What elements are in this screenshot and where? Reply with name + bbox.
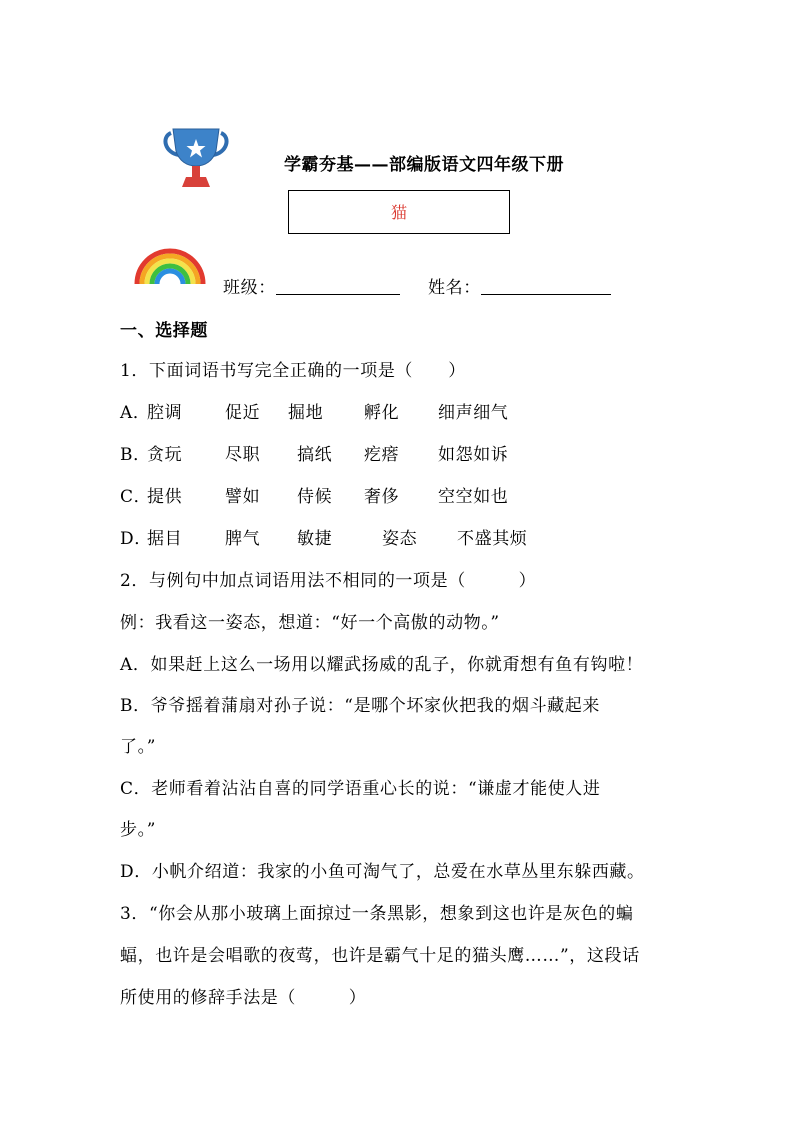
q2-option-b-cont: 了。” — [120, 737, 156, 757]
q1-c-word: 提供 — [147, 487, 183, 507]
q2-option-d: D．小帆介绍道：我家的小鱼可淘气了，总爱在水草丛里东躲西藏。 — [120, 862, 645, 882]
class-row — [223, 273, 400, 298]
q1-option-b: B． — [120, 445, 151, 465]
q1-d-word: 不盛其烦 — [457, 529, 528, 549]
q1-c-word: 譬如 — [225, 487, 261, 507]
name-field[interactable] — [481, 276, 611, 295]
q3-line: 所使用的修辞手法是（ ） — [120, 988, 367, 1008]
q1-d-word: 姿态 — [382, 529, 418, 549]
page-title: 学霸夯基——部编版语文四年级下册 — [284, 155, 564, 175]
q1-d-word: 据目 — [147, 529, 183, 549]
q3-line: 3．“你会从那小玻璃上面掠过一条黑影，想象到这也许是灰色的蝙 — [120, 904, 634, 924]
q2-option-c-cont: 步。” — [120, 820, 156, 840]
q2-stem: 2．与例句中加点词语用法不相同的一项是（ ） — [120, 571, 537, 591]
q1-a-word: 细声细气 — [438, 403, 509, 423]
trophy-icon — [163, 127, 229, 189]
q2-option-b: B．爷爷摇着蒲扇对孙子说：“是哪个坏家伙把我的烟斗藏起来 — [120, 696, 600, 716]
q1-b-word: 搞纸 — [297, 445, 333, 465]
q1-option-a: A． — [120, 403, 151, 423]
q1-d-word: 敏捷 — [297, 529, 333, 549]
q1-a-word: 促近 — [225, 403, 261, 423]
q1-a-word: 孵化 — [364, 403, 400, 423]
q1-a-word: 掘地 — [288, 403, 324, 423]
lesson-title-box — [288, 190, 510, 234]
q1-c-word: 侍候 — [297, 487, 333, 507]
q1-option-c: C． — [120, 487, 152, 507]
class-label: 班级： — [223, 278, 276, 298]
q1-d-word: 脾气 — [225, 529, 261, 549]
name-row — [428, 273, 611, 298]
q1-a-word: 腔调 — [147, 403, 183, 423]
q1-b-word: 疙瘩 — [364, 445, 400, 465]
q1-option-d: D． — [120, 529, 152, 549]
q1-stem: 1．下面词语书写完全正确的一项是（ ） — [120, 361, 466, 381]
q2-example: 例：我看这一姿态，想道：“好一个高傲的动物。” — [120, 613, 500, 633]
q1-c-word: 空空如也 — [438, 487, 509, 507]
lesson-title: 猫 — [390, 203, 407, 222]
q1-b-word: 如怨如诉 — [438, 445, 509, 465]
rainbow-icon — [133, 246, 207, 286]
q1-c-word: 奢侈 — [364, 487, 400, 507]
name-label: 姓名： — [428, 278, 481, 298]
q2-option-c: C．老师看着沾沾自喜的同学语重心长的说：“谦虚才能使人进 — [120, 779, 601, 799]
class-field[interactable] — [276, 276, 400, 295]
q3-line: 蝠，也许是会唱歌的夜莺，也许是霸气十足的猫头鹰……”，这段话 — [120, 946, 640, 966]
q2-option-a: A．如果赶上这么一场用以耀武扬威的乱子，你就甭想有鱼有钩啦！ — [120, 655, 644, 675]
q1-b-word: 尽职 — [225, 445, 261, 465]
q1-b-word: 贪玩 — [147, 445, 183, 465]
section-heading: 一、选择题 — [120, 321, 208, 341]
